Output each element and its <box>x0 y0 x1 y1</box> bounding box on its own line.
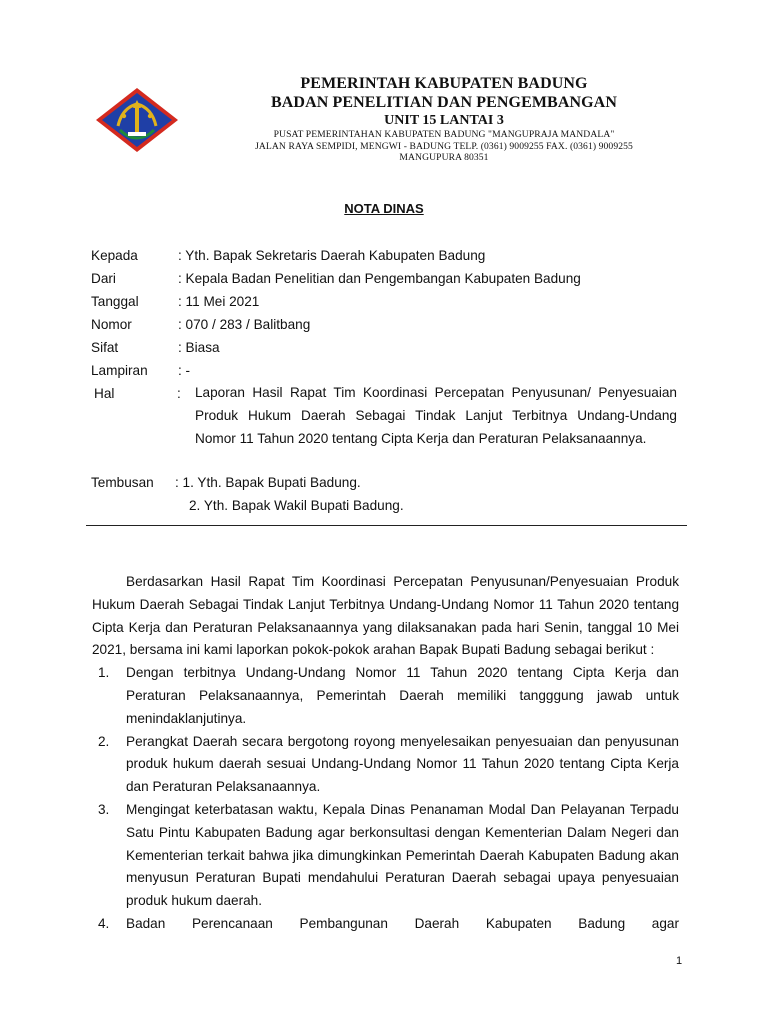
list-number: 4. <box>98 915 110 931</box>
letterhead-line-1: PEMERINTAH KABUPATEN BADUNG <box>300 75 588 92</box>
field-label: Hal <box>94 386 115 401</box>
field-dari <box>91 267 691 290</box>
field-value: : Biasa <box>178 340 220 355</box>
letterhead-line-4: PUSAT PEMERINTAHAN KABUPATEN BADUNG "MANGUPRAJA MANDALA" <box>273 129 615 140</box>
list-text: Perangkat Daerah secara bergotong royong menyelesaikan penyesuaian dan penyusunan produk hukum daerah sesuai Undang-Undang Nomor 11 Tahun 2020 tentang Cipta Kerja dan Peraturan Pelaksanaannya. <box>126 733 679 795</box>
field-lampiran <box>91 359 691 382</box>
points-list <box>92 662 679 936</box>
letterhead-line-2: BADAN PENELITIAN DAN PENGEMBANGAN <box>271 94 617 111</box>
badung-regency-crest-icon <box>92 86 182 154</box>
letterhead-line-6: MANGUPURA 80351 <box>399 152 489 163</box>
list-item <box>92 913 679 936</box>
tembusan-item: : 1. Yth. Bapak Bupati Badung. <box>175 475 361 490</box>
field-kepada <box>91 244 691 267</box>
field-value: Laporan Hasil Rapat Tim Koordinasi Percepatan Penyusunan/ Penyesuaian Produk Hukum Daerah Sebagai Tindak Lanjut Terbitnya Undang-Undang Nomor 11 Tahun 2020 tentang Cipta Kerja dan Peraturan Pelaksanaannya. <box>195 385 677 446</box>
letterhead-line-5: JALAN RAYA SEMPIDI, MENGWI - BADUNG TELP. (0361) 9009255 FAX. (0361) 9009255 <box>255 140 633 152</box>
letterhead-line-3: UNIT 15 LANTAI 3 <box>384 113 504 128</box>
field-label: Lampiran <box>91 363 148 378</box>
intro-paragraph: Berdasarkan Hasil Rapat Tim Koordinasi Percepatan Penyusunan/Penyesuaian Produk Hukum Daerah Sebagai Tindak Lanjut Terbitnya Undang-Undang Nomor 11 Tahun 2020 tentang Cipta Kerja dan Peraturan Pelaksanaannya yang dilaksanakan pada hari Senin, tanggal 10 Mei 2021, bersama ini kami laporkan pokok-pokok arahan Bapak Bupati Badung sebagai berikut : <box>92 574 679 658</box>
field-value: : 070 / 283 / Balitbang <box>178 317 311 332</box>
field-sifat <box>91 336 691 359</box>
field-label: Tanggal <box>91 294 139 309</box>
tembusan-item: 2. Yth. Bapak Wakil Bupati Badung. <box>189 498 404 513</box>
list-text: Dengan terbitnya Undang-Undang Nomor 11 Tahun 2020 tentang Cipta Kerja dan Peraturan Pelaksanaannya, Pemerintah Daerah memiliki tangggung jawab untuk menindaklanjutinya. <box>126 665 679 726</box>
page-number: 1 <box>676 955 683 967</box>
tembusan-row-2 <box>91 494 691 517</box>
field-tembusan <box>91 471 691 517</box>
field-value: : - <box>178 363 191 378</box>
field-value: : Yth. Bapak Sekretaris Daerah Kabupaten Badung <box>178 248 486 263</box>
field-value: : 11 Mei 2021 <box>178 294 260 309</box>
memo-body <box>92 571 679 936</box>
memo-header-fields <box>91 244 691 382</box>
field-label: Dari <box>91 271 116 286</box>
list-text: Badan Perencanaan Pembangunan Daerah Kabupaten Badung agar <box>126 915 679 931</box>
field-label: Kepada <box>91 248 138 263</box>
list-item <box>92 662 679 730</box>
list-text: Mengingat keterbatasan waktu, Kepala Dinas Penanaman Modal Dan Pelayanan Terpadu Satu Pintu Kabupaten Badung agar berkonsultasi dengan Kementerian Dalam Negeri dan Kementerian terkait bahwa jika dimungkinkan Pemerintah Daerah Kabupaten Badung akan menyusun Peraturan Bupati mendahului Peraturan Daerah sebagai upaya penyesuaian produk hukum daerah. <box>126 801 679 909</box>
field-label: Sifat <box>91 340 119 355</box>
list-number: 3. <box>98 801 110 817</box>
field-label: Tembusan <box>91 475 154 490</box>
tembusan-row-1 <box>91 471 691 494</box>
list-item <box>92 799 679 913</box>
list-item <box>92 731 679 799</box>
document-title: NOTA DINAS <box>344 201 424 216</box>
letterhead <box>180 74 708 164</box>
field-value: : Kepala Badan Penelitian dan Pengembangan Kabupaten Badung <box>178 271 581 286</box>
field-nomor <box>91 313 691 336</box>
field-colon: : <box>177 386 181 401</box>
list-number: 2. <box>98 733 110 749</box>
field-tanggal <box>91 290 691 313</box>
header-divider <box>86 525 687 526</box>
list-number: 1. <box>98 665 110 681</box>
field-label: Nomor <box>91 317 132 332</box>
